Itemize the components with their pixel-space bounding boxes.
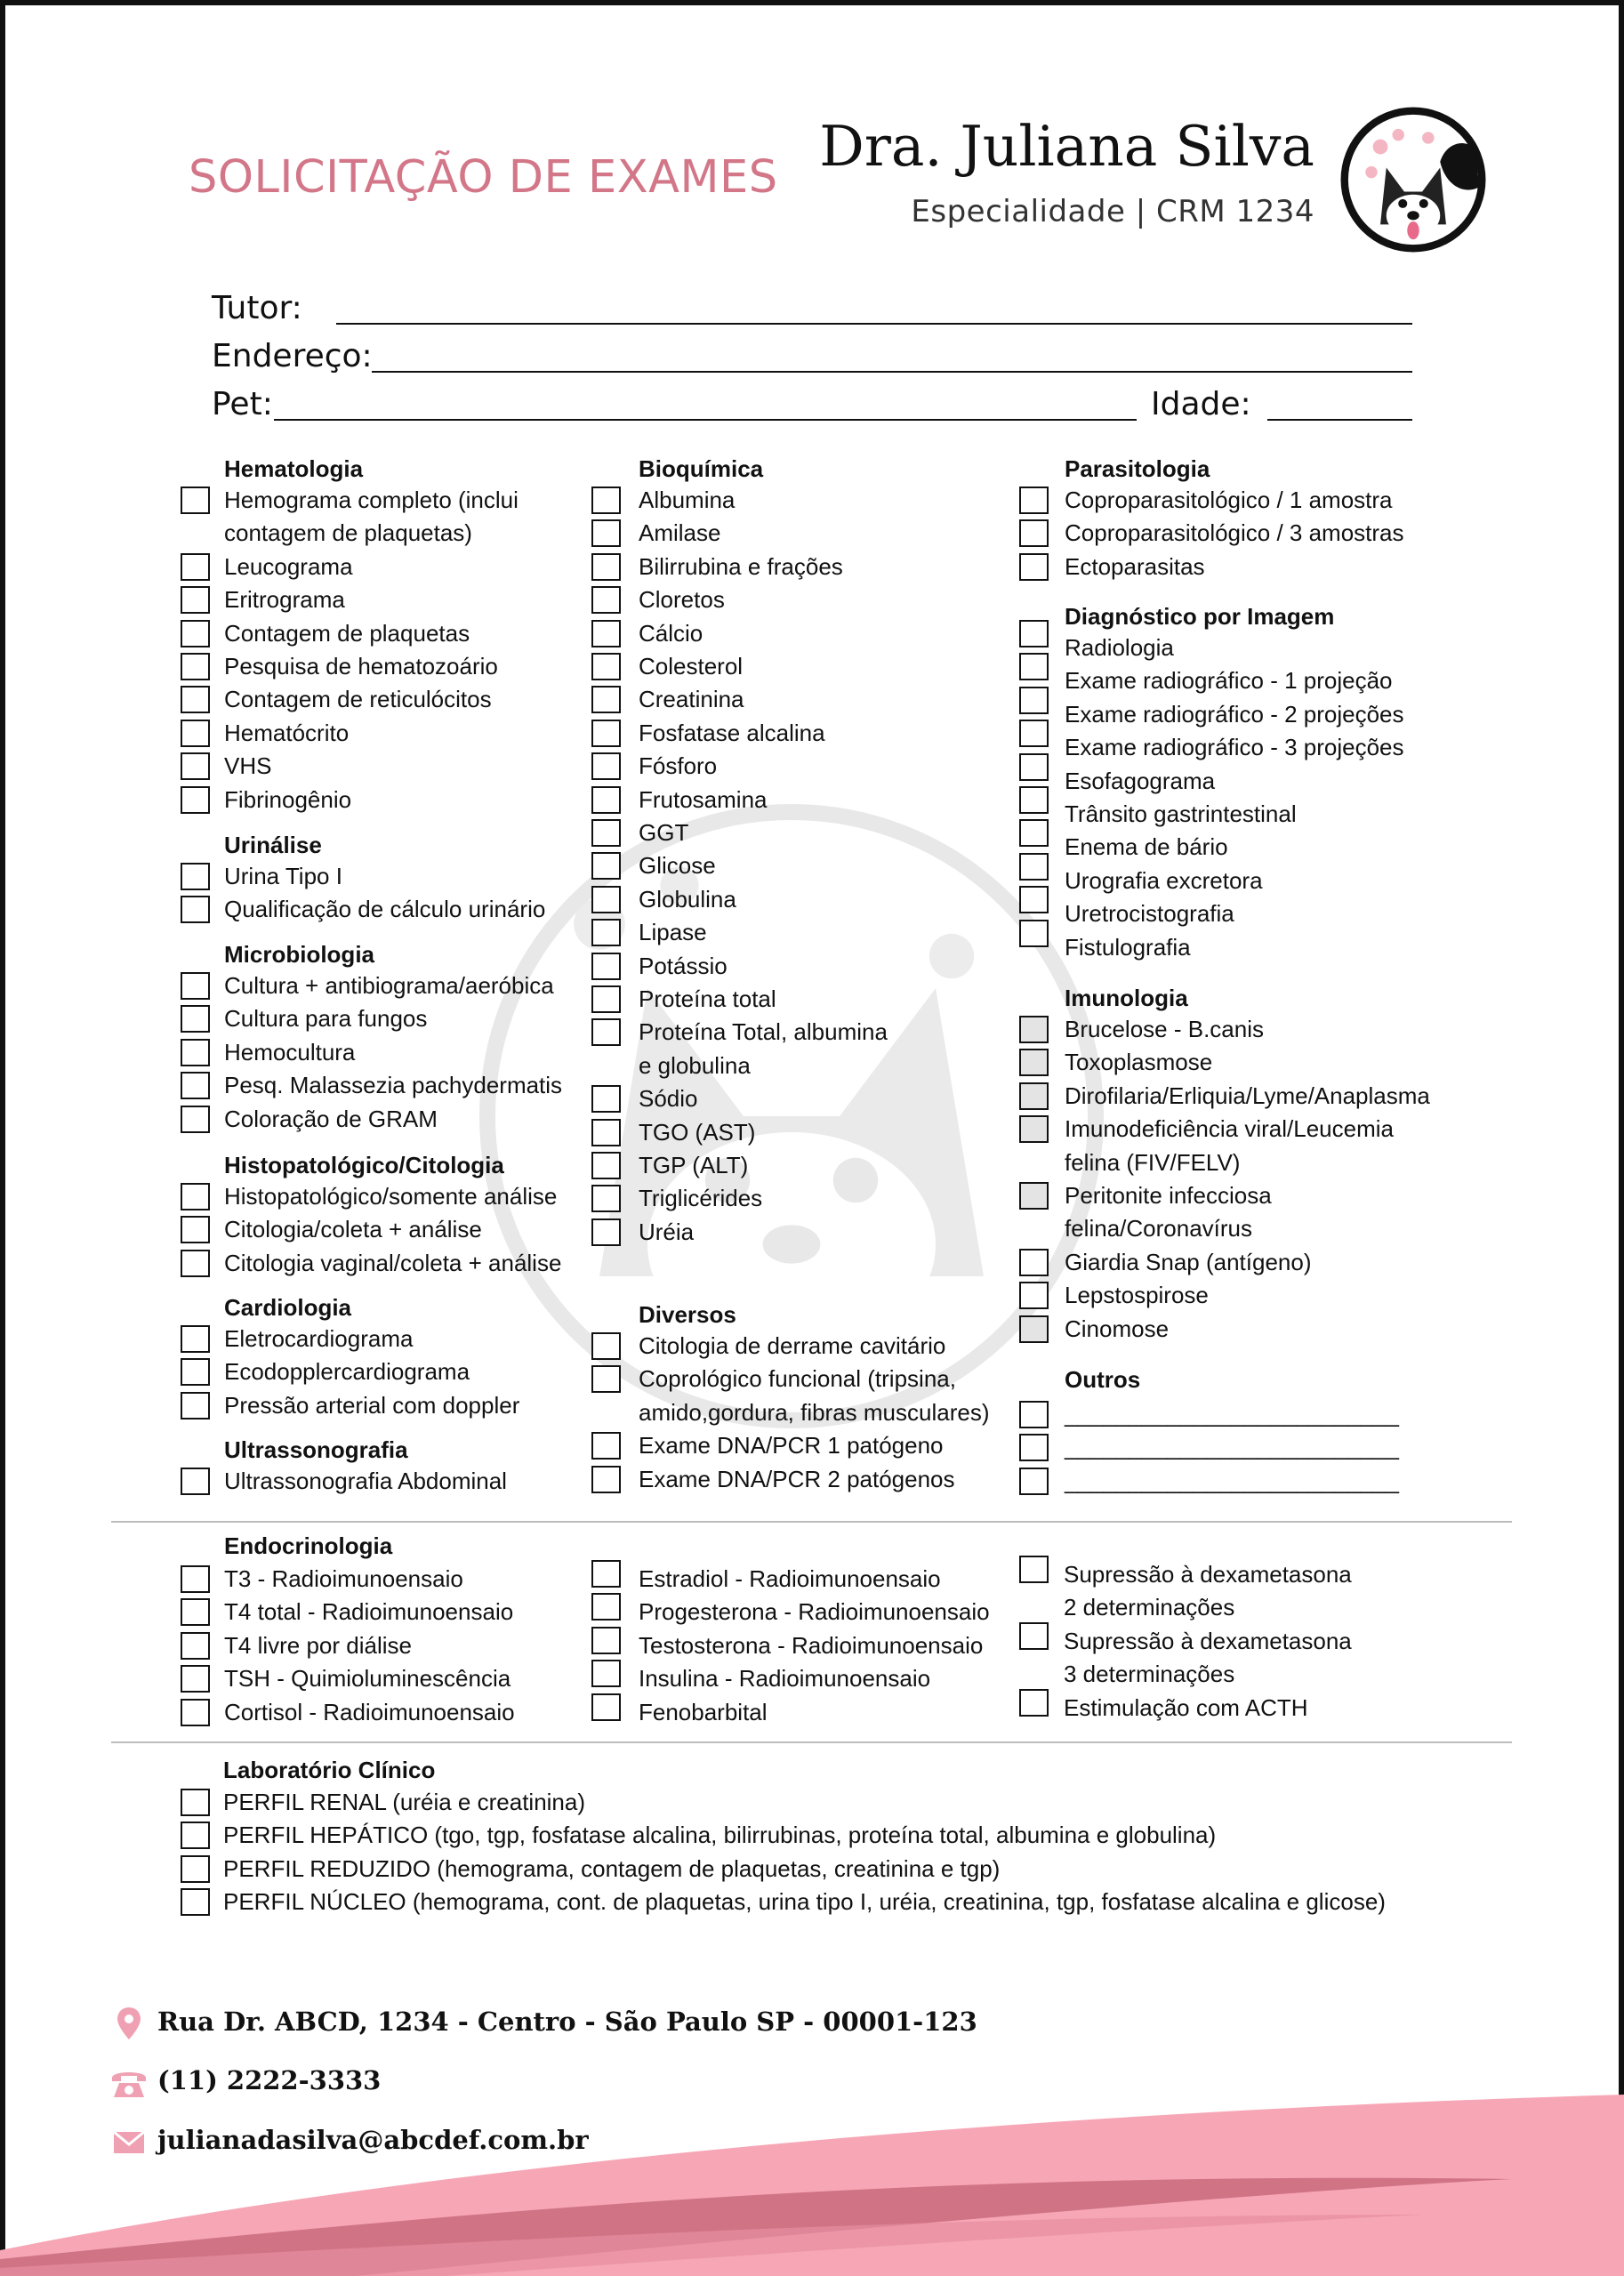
endocrinologia-checkbox[interactable] — [181, 1699, 210, 1726]
cardiologia-checkbox[interactable] — [181, 1325, 210, 1353]
microbiologia-checkbox[interactable] — [181, 1072, 210, 1099]
section-title-urinalise: Urinálise — [224, 832, 322, 858]
histopatologico-checkbox[interactable] — [181, 1183, 210, 1210]
divider-2 — [111, 1741, 1512, 1743]
section-title-diversos: Diversos — [639, 1301, 736, 1328]
imagem-checkbox[interactable] — [1019, 720, 1049, 747]
histopatologico-checkbox[interactable] — [181, 1250, 210, 1277]
outros-checkbox[interactable] — [1019, 1434, 1049, 1461]
imunologia-item: felina (FIV/FELV) — [1065, 1148, 1241, 1176]
endocrinologia-item: Supressão à dexametasona — [1064, 1561, 1352, 1588]
diversos-item: amido,gordura, fibras musculares) — [639, 1398, 990, 1426]
section-title-imunologia: Imunologia — [1065, 985, 1188, 1011]
endocrinologia-checkbox[interactable] — [1019, 1622, 1049, 1650]
divider-1 — [111, 1521, 1512, 1523]
diversos-checkbox[interactable] — [591, 1332, 621, 1360]
section-title-outros: Outros — [1065, 1366, 1141, 1393]
bioquimica-item: Creatinina — [639, 686, 744, 713]
laboratorio-item: PERFIL REDUZIDO (hemograma, contagem de plaquetas, creatinina e tgp) — [223, 1854, 1001, 1882]
bioquimica-item: Cálcio — [639, 619, 703, 647]
imunologia-checkbox[interactable] — [1019, 1049, 1049, 1076]
ultrassonografia-checkbox[interactable] — [181, 1468, 210, 1495]
histopatologico-item: Citologia/coleta + análise — [224, 1216, 482, 1243]
endocrinologia-checkbox[interactable] — [591, 1560, 621, 1588]
endocrinologia-item: 2 determinações — [1064, 1594, 1235, 1621]
bioquimica-checkbox[interactable] — [591, 886, 621, 913]
imagem-checkbox[interactable] — [1019, 786, 1049, 814]
imagem-checkbox[interactable] — [1019, 753, 1049, 781]
imagem-item: Fistulografia — [1065, 933, 1191, 961]
parasitologia-item: Coproparasitológico / 3 amostras — [1065, 519, 1404, 547]
outros-checkbox[interactable] — [1019, 1401, 1049, 1428]
idade-field[interactable] — [1267, 419, 1412, 421]
diversos-checkbox[interactable] — [591, 1466, 621, 1493]
dog-logo-icon — [1339, 105, 1488, 254]
hematologia-checkbox[interactable] — [181, 653, 210, 680]
hematologia-item: Fibrinogênio — [224, 785, 352, 813]
endocrinologia-checkbox[interactable] — [591, 1593, 621, 1621]
bioquimica-checkbox[interactable] — [591, 919, 621, 946]
laboratorio-checkbox[interactable] — [181, 1888, 210, 1916]
bioquimica-item: GGT — [639, 819, 689, 846]
microbiologia-checkbox[interactable] — [181, 972, 210, 1000]
hematologia-item: Hematócrito — [224, 719, 350, 746]
endocrinologia-item: 3 determinações — [1064, 1661, 1235, 1688]
bioquimica-item: e globulina — [639, 1051, 751, 1079]
endocrinologia-checkbox[interactable] — [181, 1598, 210, 1626]
endereco-field[interactable] — [372, 371, 1412, 373]
bioquimica-item: Frutosamina — [639, 785, 768, 813]
endocrinologia-checkbox[interactable] — [1019, 1689, 1049, 1717]
section-title-endocrinologia: Endocrinologia — [224, 1532, 393, 1559]
hematologia-checkbox[interactable] — [181, 786, 210, 814]
footer-address: Rua Dr. ABCD, 1234 - Centro - São Paulo SP - 00001-123 — [157, 2007, 977, 2037]
bioquimica-item: Colesterol — [639, 653, 744, 680]
hematologia-item: Leucograma — [224, 552, 353, 580]
urinalise-checkbox[interactable] — [181, 863, 210, 890]
imunologia-checkbox[interactable] — [1019, 1082, 1049, 1110]
outros-checkbox[interactable] — [1019, 1468, 1049, 1495]
bioquimica-item: Uréia — [639, 1218, 695, 1245]
urinalise-item: Qualificação de cálculo urinário — [224, 896, 546, 923]
bioquimica-item: TGP (ALT) — [639, 1152, 749, 1178]
tutor-label: Tutor: — [212, 290, 302, 326]
imagem-item: Esofagograma — [1065, 767, 1216, 794]
cardiologia-item: Eletrocardiograma — [224, 1325, 414, 1352]
bioquimica-checkbox[interactable] — [591, 819, 621, 847]
imagem-checkbox[interactable] — [1019, 653, 1049, 680]
endocrinologia-item: Estradiol - Radioimunoensaio — [639, 1565, 941, 1592]
imunologia-item: Imunodeficiência viral/Leucemia — [1065, 1115, 1394, 1143]
pet-label: Pet: — [212, 386, 273, 422]
bioquimica-checkbox[interactable] — [591, 752, 621, 780]
section-title-ultrassonografia: Ultrassonografia — [224, 1436, 408, 1463]
hematologia-checkbox[interactable] — [181, 553, 210, 581]
bioquimica-checkbox[interactable] — [591, 519, 621, 547]
bioquimica-checkbox[interactable] — [591, 1185, 621, 1212]
imagem-item: Urografia excretora — [1065, 866, 1263, 894]
imagem-checkbox[interactable] — [1019, 620, 1049, 647]
laboratorio-item: PERFIL RENAL (uréia e creatinina) — [223, 1789, 586, 1815]
bioquimica-item: Triglicérides — [639, 1185, 763, 1212]
pet-field[interactable] — [274, 419, 1137, 421]
imunologia-item: Dirofilaria/Erliquia/Lyme/Anaplasma — [1065, 1082, 1430, 1109]
bioquimica-checkbox[interactable] — [591, 487, 621, 514]
imunologia-item: Lepstospirose — [1065, 1282, 1209, 1309]
laboratorio-checkbox[interactable] — [181, 1789, 210, 1816]
section-title-imagem: Diagnóstico por Imagem — [1065, 603, 1335, 630]
bioquimica-item: Glicose — [639, 852, 716, 880]
outros-item: __________________________ — [1065, 1401, 1399, 1428]
imagem-checkbox[interactable] — [1019, 853, 1049, 881]
bioquimica-checkbox[interactable] — [591, 852, 621, 880]
imunologia-item: felina/Coronavírus — [1065, 1215, 1252, 1243]
endocrinologia-item: Cortisol - Radioimunoensaio — [224, 1698, 515, 1725]
bioquimica-checkbox[interactable] — [591, 653, 621, 680]
parasitologia-checkbox[interactable] — [1019, 487, 1049, 514]
imunologia-checkbox[interactable] — [1019, 1016, 1049, 1043]
section-title-hematologia: Hematologia — [224, 455, 364, 482]
ultrassonografia-item: Ultrassonografia Abdominal — [224, 1468, 507, 1494]
email-icon — [109, 2125, 149, 2160]
microbiologia-checkbox[interactable] — [181, 1005, 210, 1033]
section-title-cardiologia: Cardiologia — [224, 1294, 352, 1321]
microbiologia-checkbox[interactable] — [181, 1106, 210, 1133]
endocrinologia-checkbox[interactable] — [591, 1660, 621, 1687]
section-title-histopatologico: Histopatológico/Citologia — [224, 1152, 504, 1178]
imunologia-checkbox[interactable] — [1019, 1115, 1049, 1143]
endocrinologia-checkbox[interactable] — [591, 1693, 621, 1721]
imagem-checkbox[interactable] — [1019, 920, 1049, 947]
bioquimica-checkbox[interactable] — [591, 953, 621, 980]
section-title-laboratorio: Laboratório Clínico — [223, 1757, 436, 1783]
doctor-name: Dra. Juliana Silva — [819, 114, 1314, 179]
imunologia-item: Peritonite infecciosa — [1065, 1182, 1272, 1209]
diversos-checkbox[interactable] — [591, 1432, 621, 1460]
bioquimica-item: Bilirrubina e frações — [639, 552, 843, 580]
histopatologico-item: Histopatológico/somente análise — [224, 1183, 558, 1210]
bioquimica-checkbox[interactable] — [591, 1085, 621, 1113]
cardiologia-item: Ecodopplercardiograma — [224, 1358, 470, 1386]
cardiologia-item: Pressão arterial com doppler — [224, 1391, 520, 1419]
bioquimica-checkbox[interactable] — [591, 553, 621, 581]
imagem-checkbox[interactable] — [1019, 819, 1049, 847]
imagem-checkbox[interactable] — [1019, 687, 1049, 714]
imagem-item: Trânsito gastrintestinal — [1065, 800, 1297, 827]
endocrinologia-item: Estimulação com ACTH — [1064, 1693, 1308, 1721]
footer-email: julianadasilva@abcdef.com.br — [157, 2125, 589, 2155]
hematologia-item: Pesquisa de hematozoário — [224, 653, 498, 680]
bioquimica-item: Proteína Total, albumina — [639, 1018, 888, 1046]
bioquimica-item: Fosfatase alcalina — [639, 719, 825, 746]
outros-item: __________________________ — [1065, 1434, 1399, 1461]
phone-icon — [109, 2065, 149, 2101]
endocrinologia-item: Testosterona - Radioimunoensaio — [639, 1631, 984, 1659]
imagem-item: Exame radiográfico - 3 projeções — [1065, 734, 1404, 761]
parasitologia-checkbox[interactable] — [1019, 553, 1049, 581]
bioquimica-item: Amilase — [639, 519, 721, 547]
cardiologia-checkbox[interactable] — [181, 1392, 210, 1419]
bioquimica-item: Sódio — [639, 1085, 698, 1113]
imunologia-item: Toxoplasmose — [1065, 1049, 1213, 1076]
hematologia-checkbox[interactable] — [181, 620, 210, 647]
imunologia-checkbox[interactable] — [1019, 1249, 1049, 1276]
bioquimica-item: Proteína total — [639, 985, 776, 1012]
footer-phone: (11) 2222-3333 — [157, 2065, 382, 2095]
histopatologico-checkbox[interactable] — [181, 1216, 210, 1243]
location-pin-icon — [109, 2006, 149, 2041]
hematologia-item: Contagem de plaquetas — [224, 619, 470, 647]
bioquimica-item: Lipase — [639, 919, 707, 946]
imagem-item: Radiologia — [1065, 634, 1174, 661]
section-title-parasitologia: Parasitologia — [1065, 455, 1210, 482]
imunologia-item: Giardia Snap (antígeno) — [1065, 1248, 1312, 1275]
hematologia-checkbox[interactable] — [181, 487, 210, 514]
endocrinologia-item: Supressão à dexametasona — [1064, 1627, 1352, 1654]
outros-item: __________________________ — [1065, 1467, 1399, 1494]
bioquimica-checkbox[interactable] — [591, 1119, 621, 1146]
endocrinologia-item: Fenobarbital — [639, 1698, 768, 1725]
laboratorio-item: PERFIL HEPÁTICO (tgo, tgp, fosfatase alcalina, bilirrubinas, proteína total, albumina e globulina) — [223, 1822, 1217, 1849]
endereco-label: Endereço: — [212, 338, 373, 374]
histopatologico-item: Citologia vaginal/coleta + análise — [224, 1249, 562, 1276]
section-title-microbiologia: Microbiologia — [224, 941, 374, 968]
bioquimica-checkbox[interactable] — [591, 1218, 621, 1246]
hematologia-item: VHS — [224, 752, 272, 780]
hematologia-checkbox[interactable] — [181, 686, 210, 713]
bioquimica-item: Cloretos — [639, 586, 725, 614]
bioquimica-item: TGO (AST) — [639, 1118, 756, 1146]
imunologia-item: Brucelose - B.canis — [1065, 1016, 1264, 1042]
diversos-item: Coprológico funcional (tripsina, — [639, 1365, 956, 1393]
section-title-bioquimica: Bioquímica — [639, 455, 764, 482]
microbiologia-item: Hemocultura — [224, 1038, 356, 1066]
endocrinologia-checkbox[interactable] — [181, 1632, 210, 1660]
parasitologia-item: Ectoparasitas — [1065, 552, 1205, 580]
diversos-item: Exame DNA/PCR 2 patógenos — [639, 1465, 955, 1492]
endocrinologia-item: T4 total - Radioimunoensaio — [224, 1598, 514, 1626]
bioquimica-checkbox[interactable] — [591, 786, 621, 814]
microbiologia-item: Coloração de GRAM — [224, 1105, 438, 1132]
imagem-item: Enema de bário — [1065, 833, 1228, 861]
hematologia-checkbox[interactable] — [181, 720, 210, 747]
bioquimica-item: Albumina — [639, 487, 736, 513]
hematologia-item: Eritrograma — [224, 586, 345, 614]
urinalise-checkbox[interactable] — [181, 896, 210, 923]
imunologia-checkbox[interactable] — [1019, 1315, 1049, 1343]
bioquimica-checkbox[interactable] — [591, 985, 621, 1013]
laboratorio-item: PERFIL NÚCLEO (hemograma, cont. de plaquetas, urina tipo I, uréia, creatinina, tgp, fosfatase alcalina e glicose) — [223, 1888, 1386, 1916]
imagem-item: Exame radiográfico - 1 projeção — [1065, 667, 1393, 695]
bioquimica-checkbox[interactable] — [591, 720, 621, 747]
parasitologia-checkbox[interactable] — [1019, 519, 1049, 547]
microbiologia-item: Cultura + antibiograma/aeróbica — [224, 972, 554, 999]
imagem-item: Uretrocistografia — [1065, 900, 1234, 928]
idade-label: Idade: — [1151, 386, 1251, 422]
bioquimica-item: Potássio — [639, 952, 728, 979]
page-title: SOLICITAÇÃO DE EXAMES — [189, 151, 778, 204]
endocrinologia-item: T3 - Radioimunoensaio — [224, 1565, 463, 1592]
microbiologia-checkbox[interactable] — [181, 1039, 210, 1066]
imagem-item: Exame radiográfico - 2 projeções — [1065, 700, 1404, 728]
bioquimica-checkbox[interactable] — [591, 620, 621, 647]
endocrinologia-checkbox[interactable] — [1019, 1556, 1049, 1583]
microbiologia-item: Cultura para fungos — [224, 1005, 428, 1033]
hematologia-item: Hemograma completo (inclui — [224, 487, 519, 513]
hematologia-checkbox[interactable] — [181, 586, 210, 614]
endocrinologia-item: TSH - Quimioluminescência — [224, 1665, 511, 1693]
bioquimica-checkbox[interactable] — [591, 586, 621, 614]
bioquimica-item: Globulina — [639, 885, 736, 913]
hematologia-item: Contagem de reticulócitos — [224, 686, 492, 713]
bioquimica-item: Fósforo — [639, 752, 718, 780]
diversos-item: Exame DNA/PCR 1 patógeno — [639, 1432, 944, 1460]
cardiologia-checkbox[interactable] — [181, 1358, 210, 1386]
diversos-item: Citologia de derrame cavitário — [639, 1332, 946, 1359]
parasitologia-item: Coproparasitológico / 1 amostra — [1065, 487, 1393, 513]
laboratorio-checkbox[interactable] — [181, 1822, 210, 1849]
laboratorio-checkbox[interactable] — [181, 1855, 210, 1883]
endocrinologia-checkbox[interactable] — [181, 1665, 210, 1693]
endocrinologia-item: Progesterona - Radioimunoensaio — [639, 1598, 990, 1626]
imunologia-item: Cinomose — [1065, 1315, 1170, 1342]
endocrinologia-checkbox[interactable] — [591, 1627, 621, 1654]
hematologia-item: contagem de plaquetas) — [224, 519, 472, 547]
endocrinologia-item: T4 livre por diálise — [224, 1631, 412, 1659]
imunologia-checkbox[interactable] — [1019, 1282, 1049, 1309]
bioquimica-checkbox[interactable] — [591, 1152, 621, 1179]
doctor-specialty: Especialidade | CRM 1234 — [911, 194, 1314, 229]
hematologia-checkbox[interactable] — [181, 752, 210, 780]
diversos-checkbox[interactable] — [591, 1365, 621, 1393]
endocrinologia-checkbox[interactable] — [181, 1565, 210, 1593]
tutor-field[interactable] — [336, 323, 1412, 325]
bioquimica-checkbox[interactable] — [591, 686, 621, 713]
urinalise-item: Urina Tipo I — [224, 863, 342, 889]
imagem-checkbox[interactable] — [1019, 886, 1049, 913]
microbiologia-item: Pesq. Malassezia pachydermatis — [224, 1072, 563, 1099]
bioquimica-checkbox[interactable] — [591, 1018, 621, 1046]
imunologia-checkbox[interactable] — [1019, 1182, 1049, 1210]
endocrinologia-item: Insulina - Radioimunoensaio — [639, 1665, 931, 1693]
